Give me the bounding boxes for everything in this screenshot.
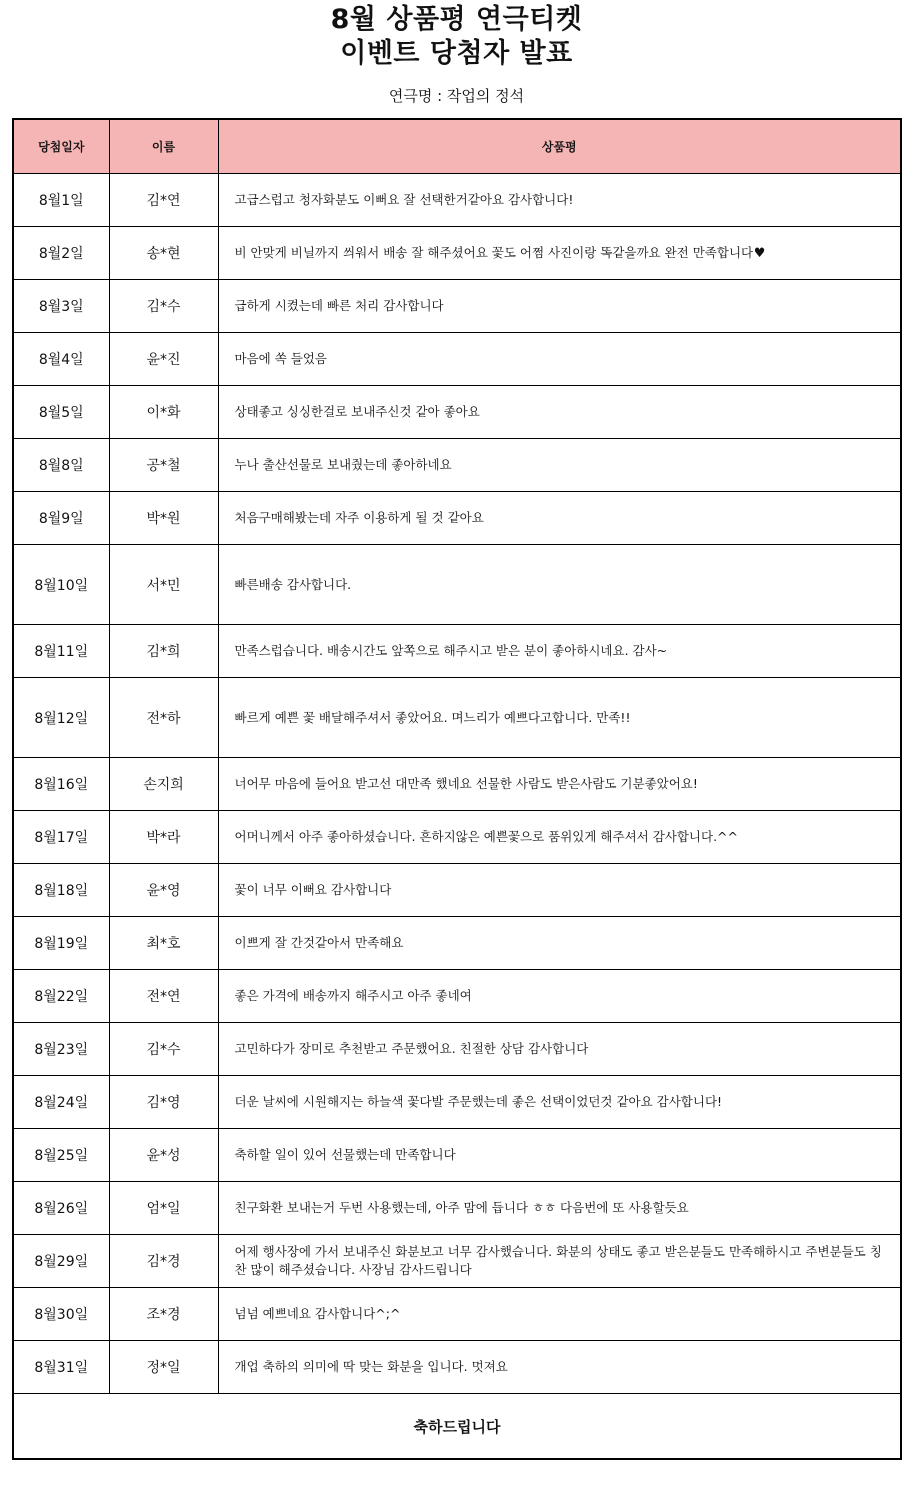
winner-name: 최*호 bbox=[109, 917, 218, 970]
column-header-name: 이름 bbox=[109, 119, 218, 174]
winner-name: 서*민 bbox=[109, 545, 218, 625]
winner-name: 박*라 bbox=[109, 811, 218, 864]
table-row bbox=[13, 1182, 901, 1235]
table-row bbox=[13, 545, 901, 625]
winner-name: 이*화 bbox=[109, 386, 218, 439]
winner-review: 어제 행사장에 가서 보내주신 화분보고 너무 감사했습니다. 화분의 상태도 좋고 받은분들도 만족해하시고 주변분들도 칭찬 많이 해주셨습니다. 사장님 감사드립니다 bbox=[218, 1235, 901, 1288]
table-row bbox=[13, 625, 901, 678]
winner-name: 김*수 bbox=[109, 280, 218, 333]
winner-date: 8월16일 bbox=[13, 758, 109, 811]
winner-date: 8월1일 bbox=[13, 174, 109, 227]
winner-date: 8월11일 bbox=[13, 625, 109, 678]
winner-review: 고민하다가 장미로 추천받고 주문했어요. 친절한 상담 감사합니다 bbox=[218, 1023, 901, 1076]
table-row bbox=[13, 811, 901, 864]
table-row bbox=[13, 439, 901, 492]
winner-name: 김*연 bbox=[109, 174, 218, 227]
winner-review: 빠른배송 감사합니다. bbox=[218, 545, 901, 625]
winner-date: 8월17일 bbox=[13, 811, 109, 864]
winner-review: 축하할 일이 있어 선물했는데 만족합니다 bbox=[218, 1129, 901, 1182]
winner-name: 송*현 bbox=[109, 227, 218, 280]
table-row bbox=[13, 1235, 901, 1288]
winner-date: 8월26일 bbox=[13, 1182, 109, 1235]
winner-name: 정*일 bbox=[109, 1341, 218, 1394]
table-row bbox=[13, 386, 901, 439]
winner-date: 8월4일 bbox=[13, 333, 109, 386]
winner-name: 전*하 bbox=[109, 678, 218, 758]
column-header-date: 당첨일자 bbox=[13, 119, 109, 174]
winner-review: 꽃이 너무 이뻐요 감사합니다 bbox=[218, 864, 901, 917]
table-row bbox=[13, 174, 901, 227]
winner-review: 친구화환 보내는거 두번 사용했는데, 아주 맘에 듭니다 ㅎㅎ 다음번에 또 사용할듯요 bbox=[218, 1182, 901, 1235]
page-title-line-2: 이벤트 당첨자 발표 bbox=[340, 38, 573, 69]
table-row bbox=[13, 970, 901, 1023]
winner-review: 개업 축하의 의미에 딱 맞는 화분을 입니다. 멋져요 bbox=[218, 1341, 901, 1394]
winner-date: 8월10일 bbox=[13, 545, 109, 625]
winner-review: 넘넘 예쁘네요 감사합니다^;^ bbox=[218, 1288, 901, 1341]
winner-date: 8월8일 bbox=[13, 439, 109, 492]
winner-date: 8월23일 bbox=[13, 1023, 109, 1076]
winner-review: 마음에 쏙 들었음 bbox=[218, 333, 901, 386]
table-row bbox=[13, 1023, 901, 1076]
winner-date: 8월12일 bbox=[13, 678, 109, 758]
winner-date: 8월25일 bbox=[13, 1129, 109, 1182]
winner-name: 윤*영 bbox=[109, 864, 218, 917]
winner-name: 윤*성 bbox=[109, 1129, 218, 1182]
winner-review: 좋은 가격에 배송까지 해주시고 아주 좋네여 bbox=[218, 970, 901, 1023]
winner-date: 8월3일 bbox=[13, 280, 109, 333]
winner-date: 8월24일 bbox=[13, 1076, 109, 1129]
winner-name: 전*연 bbox=[109, 970, 218, 1023]
winner-name: 박*원 bbox=[109, 492, 218, 545]
winner-date: 8월30일 bbox=[13, 1288, 109, 1341]
winner-name: 조*경 bbox=[109, 1288, 218, 1341]
winner-name: 공*철 bbox=[109, 439, 218, 492]
winner-review: 너어무 마음에 들어요 받고선 대만족 했네요 선물한 사람도 받은사람도 기분좋았어요! bbox=[218, 758, 901, 811]
table-row bbox=[13, 1288, 901, 1341]
heart-icon: ♥ bbox=[753, 246, 766, 261]
winner-review: 급하게 시켰는데 빠른 처리 감사합니다 bbox=[218, 280, 901, 333]
winner-name: 김*수 bbox=[109, 1023, 218, 1076]
winner-date: 8월2일 bbox=[13, 227, 109, 280]
table-row bbox=[13, 917, 901, 970]
winner-name: 손지희 bbox=[109, 758, 218, 811]
table-row bbox=[13, 492, 901, 545]
winner-review: 누나 출산선물로 보내줬는데 좋아하네요 bbox=[218, 439, 901, 492]
play-name-subtitle: 연극명 : 작업의 정석 bbox=[388, 87, 525, 105]
winner-name: 김*희 bbox=[109, 625, 218, 678]
table-row bbox=[13, 1341, 901, 1394]
winner-review: 이쁘게 잘 간것같아서 만족해요 bbox=[218, 917, 901, 970]
table-row bbox=[13, 333, 901, 386]
winners-table bbox=[12, 118, 902, 1460]
winner-date: 8월18일 bbox=[13, 864, 109, 917]
winner-date: 8월9일 bbox=[13, 492, 109, 545]
winner-review: 고급스럽고 청자화분도 이뻐요 잘 선택한거같아요 감사합니다! bbox=[218, 174, 901, 227]
table-row bbox=[13, 758, 901, 811]
winner-name: 윤*진 bbox=[109, 333, 218, 386]
winner-date: 8월31일 bbox=[13, 1341, 109, 1394]
winner-review: 만족스럽습니다. 배송시간도 앞쪽으로 해주시고 받은 분이 좋아하시네요. 감사~ bbox=[218, 625, 901, 678]
winner-name: 엄*일 bbox=[109, 1182, 218, 1235]
winner-review: 빠르게 예쁜 꽃 배달해주셔서 좋았어요. 며느리가 예쁘다고합니다. 만족!! bbox=[218, 678, 901, 758]
table-row bbox=[13, 1076, 901, 1129]
winner-name: 김*영 bbox=[109, 1076, 218, 1129]
winner-date: 8월29일 bbox=[13, 1235, 109, 1288]
winner-review: 상태좋고 싱싱한걸로 보내주신것 같아 좋아요 bbox=[218, 386, 901, 439]
table-row bbox=[13, 1129, 901, 1182]
winner-review: 비 안맞게 비닐까지 씌워서 배송 잘 해주셨어요 꽃도 어쩜 사진이랑 똑같을까요 완전 만족합니다 bbox=[234, 245, 754, 260]
winner-review: 더운 날씨에 시원해지는 하늘색 꽃다발 주문했는데 좋은 선택이었던것 같아요 감사합니다! bbox=[218, 1076, 901, 1129]
winner-name: 김*경 bbox=[109, 1235, 218, 1288]
winner-review-cell bbox=[218, 227, 901, 280]
table-row bbox=[13, 678, 901, 758]
table-row bbox=[13, 864, 901, 917]
winner-date: 8월22일 bbox=[13, 970, 109, 1023]
table-row bbox=[13, 227, 901, 280]
congratulations-footer: 축하드립니다 bbox=[13, 1394, 901, 1460]
page-title-line-1: 8월 상품평 연극티켓 bbox=[330, 4, 583, 35]
winner-review: 처음구매해봤는데 자주 이용하게 될 것 같아요 bbox=[218, 492, 901, 545]
winner-date: 8월19일 bbox=[13, 917, 109, 970]
winner-date: 8월5일 bbox=[13, 386, 109, 439]
column-header-review: 상품평 bbox=[218, 119, 901, 174]
winner-review: 어머니께서 아주 좋아하셨습니다. 흔하지않은 예쁜꽃으로 품위있게 해주셔서 감사합니다.^^ bbox=[218, 811, 901, 864]
table-row bbox=[13, 280, 901, 333]
